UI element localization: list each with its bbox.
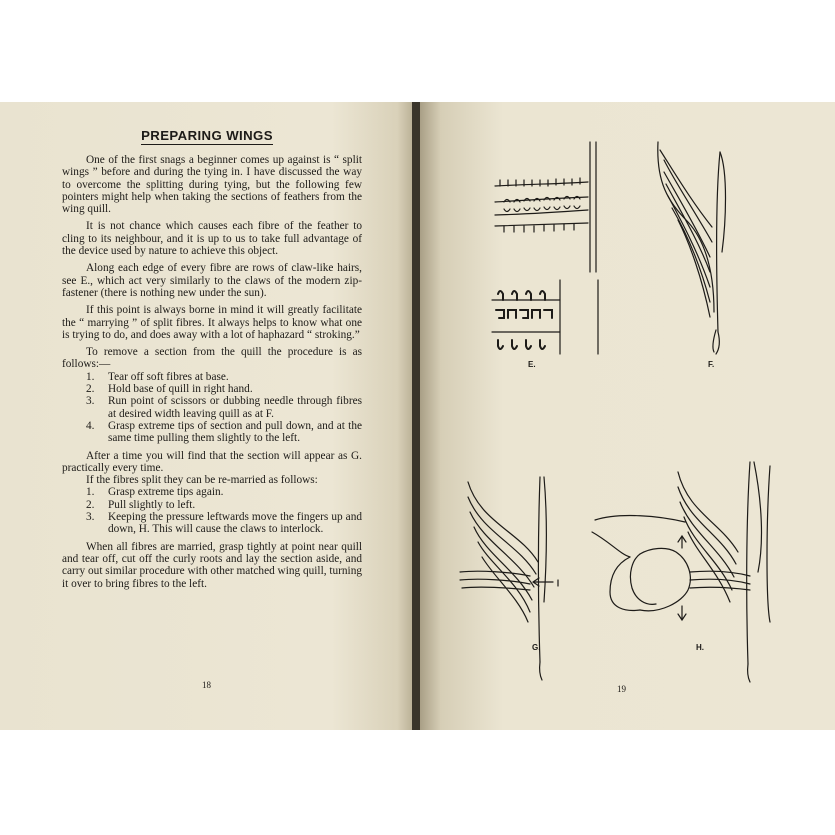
paragraph: It is not chance which causes each fibre of the feather to cling to its neighbour, and it is up to us to take full advantage of the device used by nature to achieve this object. [62,220,362,258]
removal-steps-list [62,371,362,445]
list-item: 2. Hold base of quill in right hand. [86,383,253,396]
figure-label-h: H. [696,643,704,652]
figure-label-g: G. [532,643,541,652]
body-text [62,154,362,595]
paragraph: If the fibres split they can be re-married as follows: [86,474,318,487]
page-number-right: 19 [617,684,626,694]
list-item: 1. Grasp extreme tips again. [86,486,224,499]
figure-e-detail-illustration [492,280,598,354]
list-item: 4. Grasp extreme tips of section and pull down, and at the same time pulling them slightly to the left. [86,419,362,445]
figure-h-illustration [678,462,770,682]
figure-label-f: F. [708,360,715,369]
list-item: 1. Tear off soft fibres at base. [86,370,229,383]
right-page [420,102,835,730]
paragraph: When all fibres are married, grasp tightly at point near quill and tear off, cut off the curly roots and lay the section aside, and carry out similar procedure with other matched wing quill, turning it over to bring fibres to the left. [62,540,362,590]
list-item: 2. Pull slightly to left. [86,498,196,511]
paragraph: Along each edge of every fibre are rows of claw-like hairs, see E., which act very similarly to the claws of the modern zip-fastener (there is nothing new under the sun). [62,262,362,299]
paragraph: If this point is always borne in mind it will greatly facilitate the “ marrying ” of split fibres. It always helps to know what one is trying to do, and does away with a lot of haphazard “ stroking.” [62,304,362,341]
figure-f-illustration [658,142,726,354]
list-item: 3. Keeping the pressure leftwards move the fingers up and down, H. This will cause the claws to interlock. [86,511,362,536]
remarry-steps-list [62,486,362,535]
thumb-illustration [592,516,690,620]
paragraph: After a time you will find that the section will appear as G. practically every time. [62,449,362,474]
figure-g-illustration [460,477,558,680]
left-page [0,102,414,730]
illustrations [420,102,835,730]
figure-label-e: E. [528,360,536,369]
list-item: 3. Run point of scissors or dubbing needle through fibres at desired width leaving quill as at F. [86,395,362,420]
page-number-left: 18 [202,680,211,690]
paragraph: To remove a section from the quill the procedure is as follows:— [62,346,362,371]
page-title [0,128,414,143]
paragraph: One of the first snags a beginner comes up against is “ split wings ” before and during the tying in. I have discussed the way to overcome the splitting during tying, but the following few pointers might help when taking the sections of feathers from the wing quill. [62,154,362,216]
page-title-text: PREPARING WINGS [141,128,273,143]
figure-e-top-illustration [495,142,596,272]
